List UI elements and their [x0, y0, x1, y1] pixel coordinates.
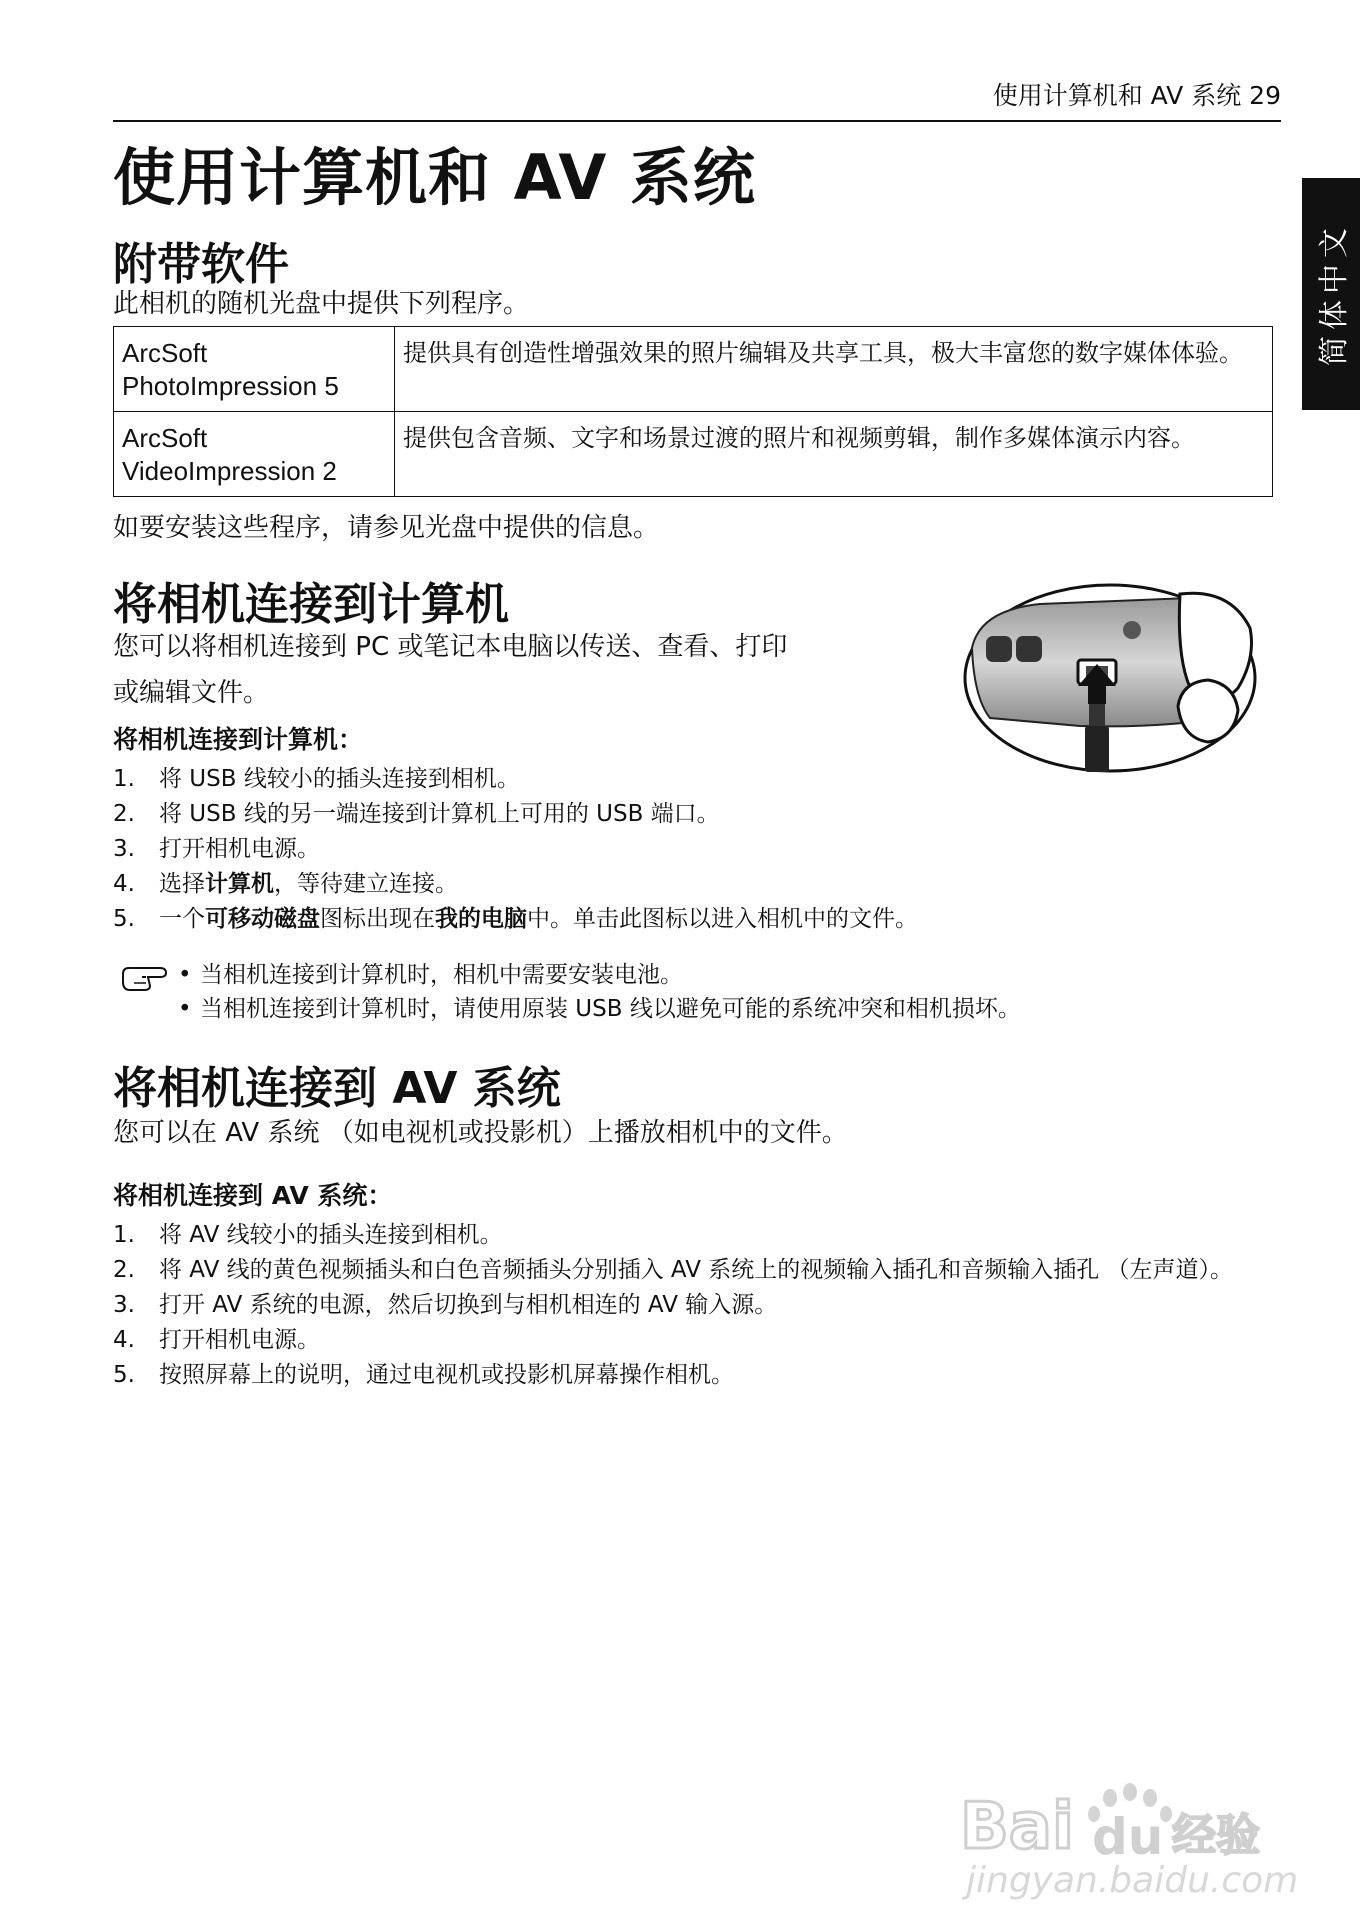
software-name-cell — [114, 412, 395, 497]
software-desc-cell: 提供包含音频、文字和场景过渡的照片和视频剪辑，制作多媒体演示内容。 — [395, 412, 1273, 497]
computer-subheading: 将相机连接到计算机： — [113, 725, 364, 754]
running-header: 使用计算机和 AV 系统 29 — [113, 76, 1281, 122]
computer-intro-line1: 您可以将相机连接到 PC 或笔记本电脑以传送、查看、打印 — [113, 632, 788, 662]
av-heading: 将相机连接到 AV 系统 — [113, 1063, 561, 1114]
software-footer: 如要安装这些程序，请参见光盘中提供的信息。 — [113, 513, 660, 543]
table-row — [114, 412, 1273, 497]
camera-usb-illustration — [960, 578, 1260, 778]
step-text: 将 AV 线较小的插头连接到相机。 — [159, 1222, 503, 1248]
step-text-post: ，等待建立连接。 — [274, 871, 458, 897]
list-item — [113, 1323, 1293, 1358]
software-heading: 附带软件 — [113, 239, 289, 290]
list-item — [113, 867, 1293, 902]
list-item — [113, 832, 1293, 867]
page-title: 使用计算机和 AV 系统 — [113, 141, 756, 214]
watermark-url: jingyan.baidu.com — [966, 1860, 1299, 1901]
step-text: 将 USB 线较小的插头连接到相机。 — [159, 766, 520, 792]
av-steps — [113, 1218, 1293, 1393]
svg-text:Bai: Bai — [960, 1790, 1074, 1862]
svg-text:经验: 经验 — [1172, 1810, 1260, 1861]
step-number: 3. — [113, 1292, 135, 1318]
step-number: 1. — [113, 1222, 135, 1248]
software-name-line: ArcSoft — [122, 338, 208, 368]
computer-steps — [113, 762, 1293, 937]
table-row — [114, 327, 1273, 412]
step-number: 4. — [113, 1327, 135, 1353]
software-name-line: PhotoImpression 5 — [122, 371, 339, 401]
list-item — [113, 762, 1293, 797]
list-item — [113, 1253, 1293, 1288]
step-text-bold: 可移动磁盘 — [205, 906, 320, 932]
step-text-pre: 一个 — [159, 906, 205, 932]
note-list — [178, 958, 1258, 1026]
computer-heading: 将相机连接到计算机 — [113, 579, 509, 630]
note-item: • 当相机连接到计算机时，请使用原装 USB 线以避免可能的系统冲突和相机损坏。 — [178, 992, 1258, 1026]
pointing-hand-icon — [120, 964, 170, 992]
list-item — [113, 1358, 1293, 1393]
step-text: 打开 AV 系统的电源，然后切换到与相机相连的 AV 输入源。 — [159, 1292, 778, 1318]
step-number: 5. — [113, 1362, 135, 1388]
step-text: 按照屏幕上的说明，通过电视机或投影机屏幕操作相机。 — [159, 1362, 734, 1388]
av-intro: 您可以在 AV 系统 （如电视机或投影机）上播放相机中的文件。 — [113, 1118, 848, 1148]
side-tab-label: 简体中文 — [1317, 222, 1352, 366]
step-text: 打开相机电源。 — [159, 1327, 320, 1353]
software-name-line: ArcSoft — [122, 423, 208, 453]
svg-text:du: du — [1092, 1808, 1164, 1862]
software-desc-cell: 提供具有创造性增强效果的照片编辑及共享工具，极大丰富您的数字媒体体验。 — [395, 327, 1273, 412]
list-item — [113, 1218, 1293, 1253]
list-item — [113, 797, 1293, 832]
step-number: 2. — [113, 1257, 135, 1283]
list-item — [113, 902, 1293, 937]
step-number: 2. — [113, 801, 135, 827]
software-intro: 此相机的随机光盘中提供下列程序。 — [113, 289, 530, 319]
av-subheading: 将相机连接到 AV 系统： — [113, 1181, 393, 1210]
baidu-watermark-logo — [960, 1782, 1260, 1862]
step-number: 4. — [113, 871, 135, 897]
note-item: • 当相机连接到计算机时，相机中需要安装电池。 — [178, 958, 1258, 992]
step-number: 3. — [113, 836, 135, 862]
software-name-cell — [114, 327, 395, 412]
step-text: 打开相机电源。 — [159, 836, 320, 862]
language-side-tab — [1302, 178, 1360, 410]
list-item — [113, 1288, 1293, 1323]
step-number: 1. — [113, 766, 135, 792]
step-text: 将 USB 线的另一端连接到计算机上可用的 USB 端口。 — [159, 801, 720, 827]
step-text-bold: 计算机 — [205, 871, 274, 897]
step-text-pre: 选择 — [159, 871, 205, 897]
step-text-bold: 我的电脑 — [435, 906, 527, 932]
step-number: 5. — [113, 906, 135, 932]
step-text-post: 中。单击此图标以进入相机中的文件。 — [527, 906, 918, 932]
step-text-mid: 图标出现在 — [320, 906, 435, 932]
step-text: 将 AV 线的黄色视频插头和白色音频插头分别插入 AV 系统上的视频输入插孔和音频输入插孔 （左声道）。 — [159, 1257, 1234, 1283]
software-name-line: VideoImpression 2 — [122, 456, 337, 486]
computer-intro-line2: 或编辑文件。 — [113, 678, 270, 708]
software-table — [113, 326, 1273, 497]
